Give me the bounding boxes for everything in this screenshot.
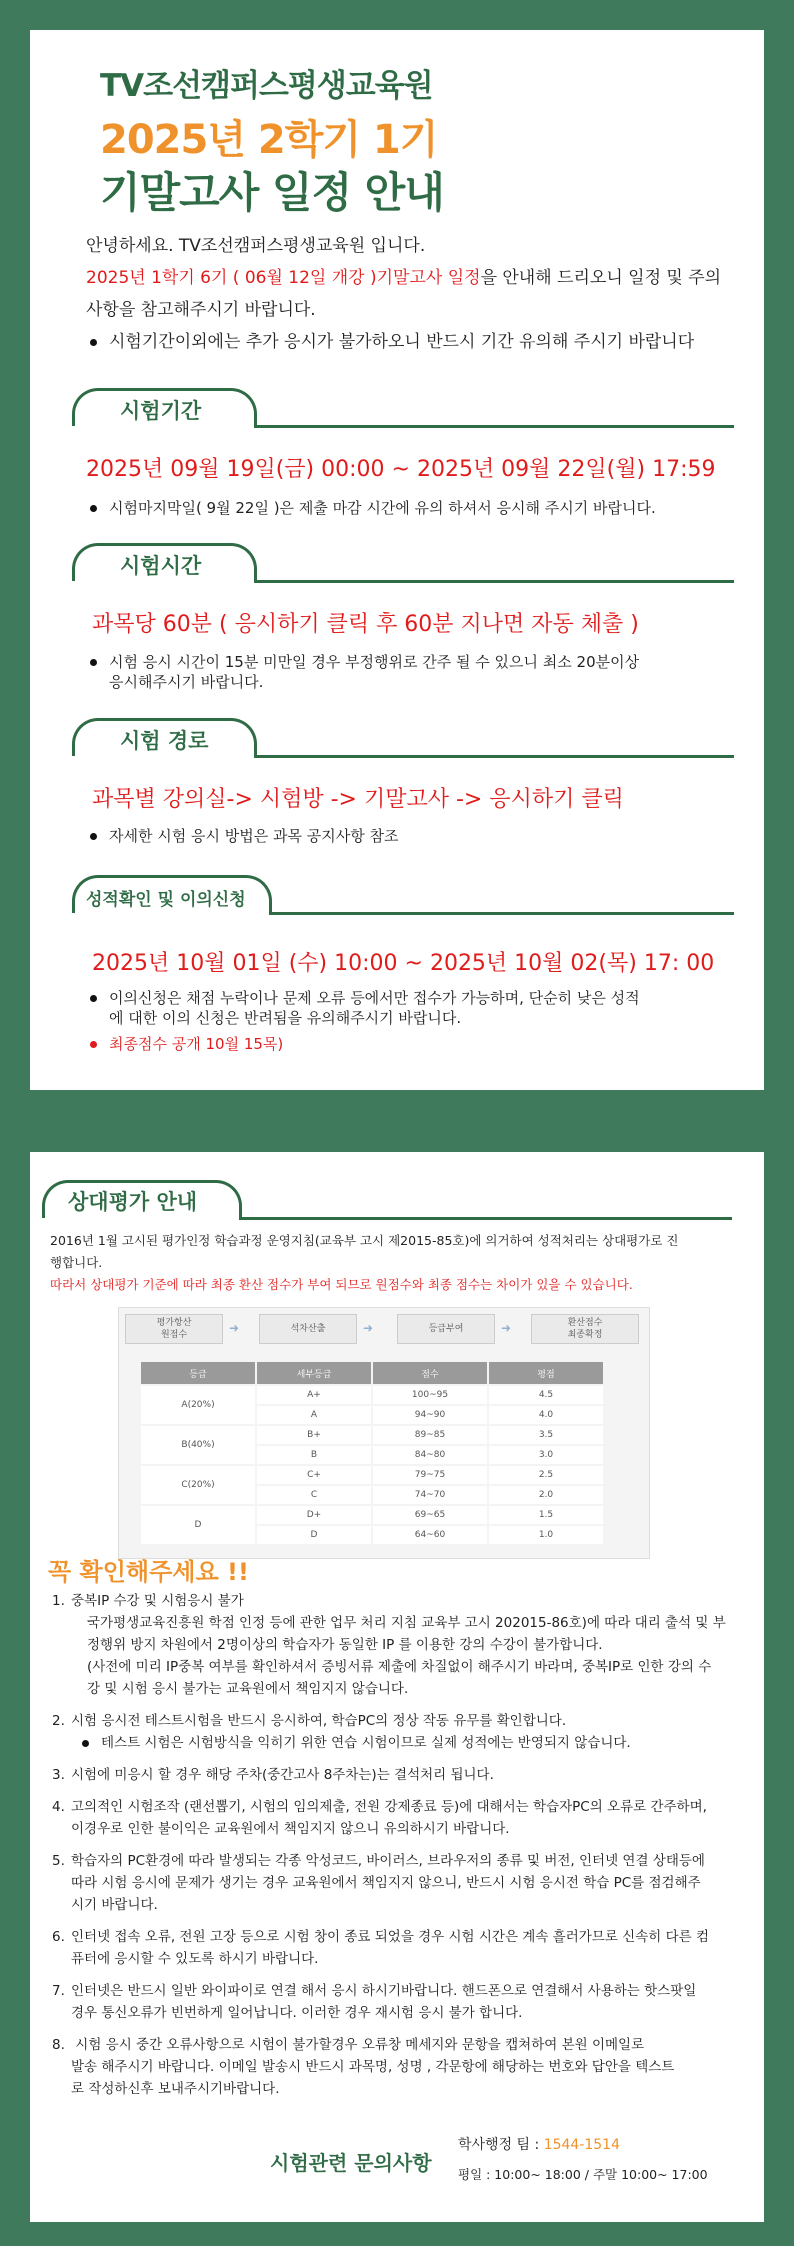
table-cell: 3.0 [488, 1445, 604, 1465]
time-bullet [90, 652, 730, 692]
intro-line2-rest: 을 안내해 드리오니 일정 및 주의 [480, 268, 722, 288]
bullet-text-cont: 에 대한 이의 신청은 반려됨을 유의해주시기 바랍니다. [109, 1009, 462, 1027]
table-cell: 2.5 [488, 1465, 604, 1485]
table-cell: 1.0 [488, 1525, 604, 1545]
table-cell: 3.5 [488, 1425, 604, 1445]
list-number: 8. [52, 2037, 65, 2053]
section-label: 시험기간 [120, 399, 202, 423]
relative-desc-line2: 행합니다. [50, 1255, 103, 1270]
intro-date-red: 2025년 1학기 6기 ( 06월 12일 개강 )기말고사 일정 [86, 268, 481, 288]
contact-hours: 평일 : 10:00~ 18:00 / 주말 10:00~ 17:00 [458, 2167, 708, 2182]
grading-diagram [118, 1307, 650, 1559]
list-text: 고의적인 시험조작 (랜선뽑기, 시험의 임의제출, 전원 강제종료 등)에 대해서는 학습자PC의 오류로 간주하며, [71, 1799, 707, 1815]
contact-team-label: 학사행정 팀 : [458, 2137, 544, 2153]
list-item [52, 1590, 752, 1700]
section-label: 시험 경로 [120, 729, 209, 753]
list-item [52, 1710, 752, 1754]
bullet-icon [90, 1041, 97, 1048]
list-text: 시험에 미응시 할 경우 해당 주차(중간고사 8주차는)는 결석처리 됩니다. [71, 1767, 494, 1783]
table-cell: 1.5 [488, 1505, 604, 1525]
intro-bullet [90, 326, 756, 358]
period-bullet [90, 498, 656, 518]
relative-desc [50, 1230, 750, 1296]
table-cell: A [256, 1405, 372, 1425]
intro-line2 [86, 262, 756, 294]
bullet-icon [90, 833, 97, 840]
flow-step: 등급부여 [397, 1314, 495, 1344]
list-item [52, 1850, 752, 1916]
intro [86, 230, 756, 358]
table-cell: B+ [256, 1425, 372, 1445]
list-number: 6. [52, 1929, 65, 1945]
org-name: TV조선캠퍼스평생교육원 [100, 68, 433, 104]
list-text: 시험 응시 중간 오류사항으로 시험이 불가할경우 오류창 메세지와 문항을 캡쳐하여 본원 이메일로 [71, 2037, 645, 2053]
table-cell: C+ [256, 1465, 372, 1485]
section-header-time [72, 543, 734, 583]
intro-line3: 사항을 참고해주시기 바랍니다. [86, 300, 316, 320]
time-headline: 과목당 60분 ( 응시하기 클릭 후 60분 지나면 자동 체출 ) [92, 612, 639, 637]
table-row [140, 1385, 604, 1405]
list-number: 2. [52, 1713, 65, 1729]
table-cell: C(20%) [140, 1465, 256, 1505]
list-item [52, 1980, 752, 2024]
table-cell: 79~75 [372, 1465, 488, 1485]
table-cell: 2.0 [488, 1485, 604, 1505]
list-number: 1. [52, 1593, 65, 1609]
grade-table [139, 1360, 605, 1546]
list-text: 로 작성하신후 보내주시기바랍니다. [71, 2081, 280, 2097]
list-item [52, 1764, 752, 1786]
list-item [52, 2034, 752, 2100]
bullet-icon [82, 1740, 89, 1747]
table-row [140, 1425, 604, 1445]
list-bullet-text: 테스트 시험은 시험방식을 익히기 위한 연습 시험이므로 실제 성적에는 반영되지 않습니다. [101, 1735, 631, 1751]
arrow-right-icon: ➜ [363, 1321, 374, 1335]
table-cell: 100~95 [372, 1385, 488, 1405]
table-cell: 84~80 [372, 1445, 488, 1465]
list-text: 이경우로 인한 불이익은 교육원에서 책임지지 않으니 유의하시기 바랍니다. [71, 1821, 510, 1837]
list-bullet [52, 1732, 752, 1754]
list-subtext: (사전에 미리 IP중복 여부를 확인하셔서 증빙서류 제출에 차질없이 해주시기 바라며, 중복IP로 인한 강의 수 [87, 1659, 712, 1675]
list-text: 시험 응시전 테스트시험을 반드시 응시하여, 학습PC의 정상 작동 유무를 확인합니다. [71, 1713, 567, 1729]
section-label: 성적확인 및 이의신청 [86, 890, 246, 910]
bullet-text: 시험 응시 시간이 15분 미만일 경우 부정행위로 간주 될 수 있으니 최소 20분이상 [109, 653, 640, 671]
route-headline: 과목별 강의실-> 시험방 -> 기말고사 -> 응시하기 클릭 [92, 787, 624, 812]
list-number: 3. [52, 1767, 65, 1783]
table-cell: 69~65 [372, 1505, 488, 1525]
notice-list [52, 1590, 752, 2100]
list-text: 인터넷 접속 오류, 전원 고장 등으로 시험 창이 종료 되었을 경우 시험 시간은 계속 흘러가므로 신속히 다른 컴 [71, 1929, 710, 1945]
table-cell: C [256, 1485, 372, 1505]
grades-headline: 2025년 10월 01일 (수) 10:00 ~ 2025년 10월 02(목) 17: 00 [92, 951, 715, 976]
table-cell: B(40%) [140, 1425, 256, 1465]
list-text: 학습자의 PC환경에 따라 발생되는 각종 악성코드, 바이러스, 브라우저의 종류 및 버전, 인터넷 연결 상태등에 [71, 1853, 705, 1869]
bullet-icon [90, 505, 97, 512]
relative-grading-panel [30, 1152, 764, 2222]
list-text: 퓨터에 응시할 수 있도록 하시기 바랍니다. [71, 1951, 319, 1967]
arrow-right-icon: ➜ [229, 1321, 240, 1335]
route-bullet [90, 826, 398, 846]
list-text: 시기 바랍니다. [71, 1897, 158, 1913]
list-text: 따라 시험 응시에 문제가 생기는 경우 교육원에서 책임지지 않으니, 반드시 시험 응시전 학습 PC를 점검해주 [71, 1875, 701, 1891]
list-text: 발송 해주시기 바랍니다. 이메일 발송시 반드시 과목명, 성명 , 각문항에 해당하는 번호와 답안을 텍스트 [71, 2059, 675, 2075]
schedule-panel [30, 30, 764, 1090]
list-text: 중복IP 수강 및 시험응시 불가 [71, 1593, 244, 1609]
final-score-date: 최종점수 공개 10월 15목) [109, 1035, 284, 1053]
term-title: 2025년 2학기 1기 [100, 117, 438, 163]
list-number: 4. [52, 1799, 65, 1815]
list-subtext: 정행위 방지 차원에서 2명이상의 학습자가 동일한 IP 를 이용한 강의 수강이 불가합니다. [87, 1637, 603, 1653]
bullet-text: 이의신청은 채점 누락이나 문제 오류 등에서만 접수가 가능하며, 단순히 낮은 성적 [109, 989, 640, 1007]
bullet-text: 자세한 시험 응시 방법은 과목 공지사항 참조 [109, 827, 399, 845]
section-header-relative [42, 1180, 732, 1220]
section-label: 시험시간 [120, 554, 202, 578]
section-header-period [72, 388, 734, 428]
contact-phone: 1544-1514 [543, 2137, 620, 2153]
list-number: 7. [52, 1983, 65, 1999]
page-title: 기말고사 일정 안내 [100, 168, 444, 217]
table-cell: A(20%) [140, 1385, 256, 1425]
table-header: 점수 [372, 1361, 488, 1385]
notice-title: 꼭 확인해주세요 !! [48, 1558, 249, 1586]
bullet-icon [90, 659, 97, 666]
relative-desc-line1: 2016년 1월 고시된 평가인정 학습과정 운영지침(교육부 고시 제2015-85호)에 의거하여 성적처리는 상대평가로 진 [50, 1233, 679, 1248]
table-cell: 4.0 [488, 1405, 604, 1425]
grades-bullets [90, 988, 740, 1054]
arrow-right-icon: ➜ [501, 1321, 512, 1335]
list-item [52, 1926, 752, 1970]
section-header-grades [72, 875, 734, 915]
bullet-icon [90, 995, 97, 1002]
table-cell: D+ [256, 1505, 372, 1525]
contact-title: 시험관련 문의사항 [270, 2151, 432, 2175]
section-label: 상대평가 안내 [68, 1190, 198, 1214]
table-cell: A+ [256, 1385, 372, 1405]
table-header: 세부등급 [256, 1361, 372, 1385]
table-row [140, 1505, 604, 1525]
relative-desc-red: 따라서 상대평가 기준에 따라 최종 환산 점수가 부여 되므로 원점수와 최종 점수는 차이가 있을 수 있습니다. [50, 1277, 633, 1292]
table-header: 등급 [140, 1361, 256, 1385]
table-cell: 89~85 [372, 1425, 488, 1445]
table-row [140, 1465, 604, 1485]
table-cell: 64~60 [372, 1525, 488, 1545]
list-subtext: 국가평생교육진흥원 학점 인정 등에 관한 업무 처리 지침 교육부 고시 202015-86호)에 따라 대리 출석 및 부 [87, 1615, 726, 1631]
flow-step: 평가항산 원점수 [125, 1314, 223, 1344]
list-subtext: 강 및 시험 응시 불가는 교육원에서 책임지지 않습니다. [87, 1681, 409, 1697]
table-cell: D [256, 1525, 372, 1545]
bullet-text-cont: 응시해주시기 바랍니다. [109, 673, 264, 691]
grade-table-body [140, 1385, 604, 1545]
bullet-text: 시험마지막일( 9월 22일 )은 제출 마감 시간에 유의 하셔서 응시해 주시기 바랍니다. [109, 499, 656, 517]
table-cell: D [140, 1505, 256, 1545]
flow-step: 석차산출 [259, 1314, 357, 1344]
table-header: 평점 [488, 1361, 604, 1385]
bullet-icon [90, 339, 97, 346]
list-item [52, 1796, 752, 1840]
list-text: 경우 통신오류가 빈번하게 일어납니다. 이러한 경우 재시험 응시 불가 합니다. [71, 2005, 523, 2021]
flow-step: 환산점수 최종확정 [531, 1314, 639, 1344]
contact-info [458, 2130, 708, 2190]
list-number: 5. [52, 1853, 65, 1869]
table-cell: 4.5 [488, 1385, 604, 1405]
section-header-route [72, 718, 734, 758]
table-cell: 74~70 [372, 1485, 488, 1505]
table-cell: B [256, 1445, 372, 1465]
list-text: 인터넷은 반드시 일반 와이파이로 연결 해서 응시 하시기바랍니다. 핸드폰으로 연결해서 사용하는 핫스팟일 [71, 1983, 697, 1999]
intro-greeting: 안녕하세요. TV조선캠퍼스평생교육원 입니다. [86, 236, 426, 256]
intro-bullet-text: 시험기간이외에는 추가 응시가 불가하오니 반드시 기간 유의해 주시기 바랍니다 [109, 332, 695, 352]
period-headline: 2025년 09월 19일(금) 00:00 ~ 2025년 09월 22일(월) 17:59 [86, 457, 716, 482]
table-cell: 94~90 [372, 1405, 488, 1425]
